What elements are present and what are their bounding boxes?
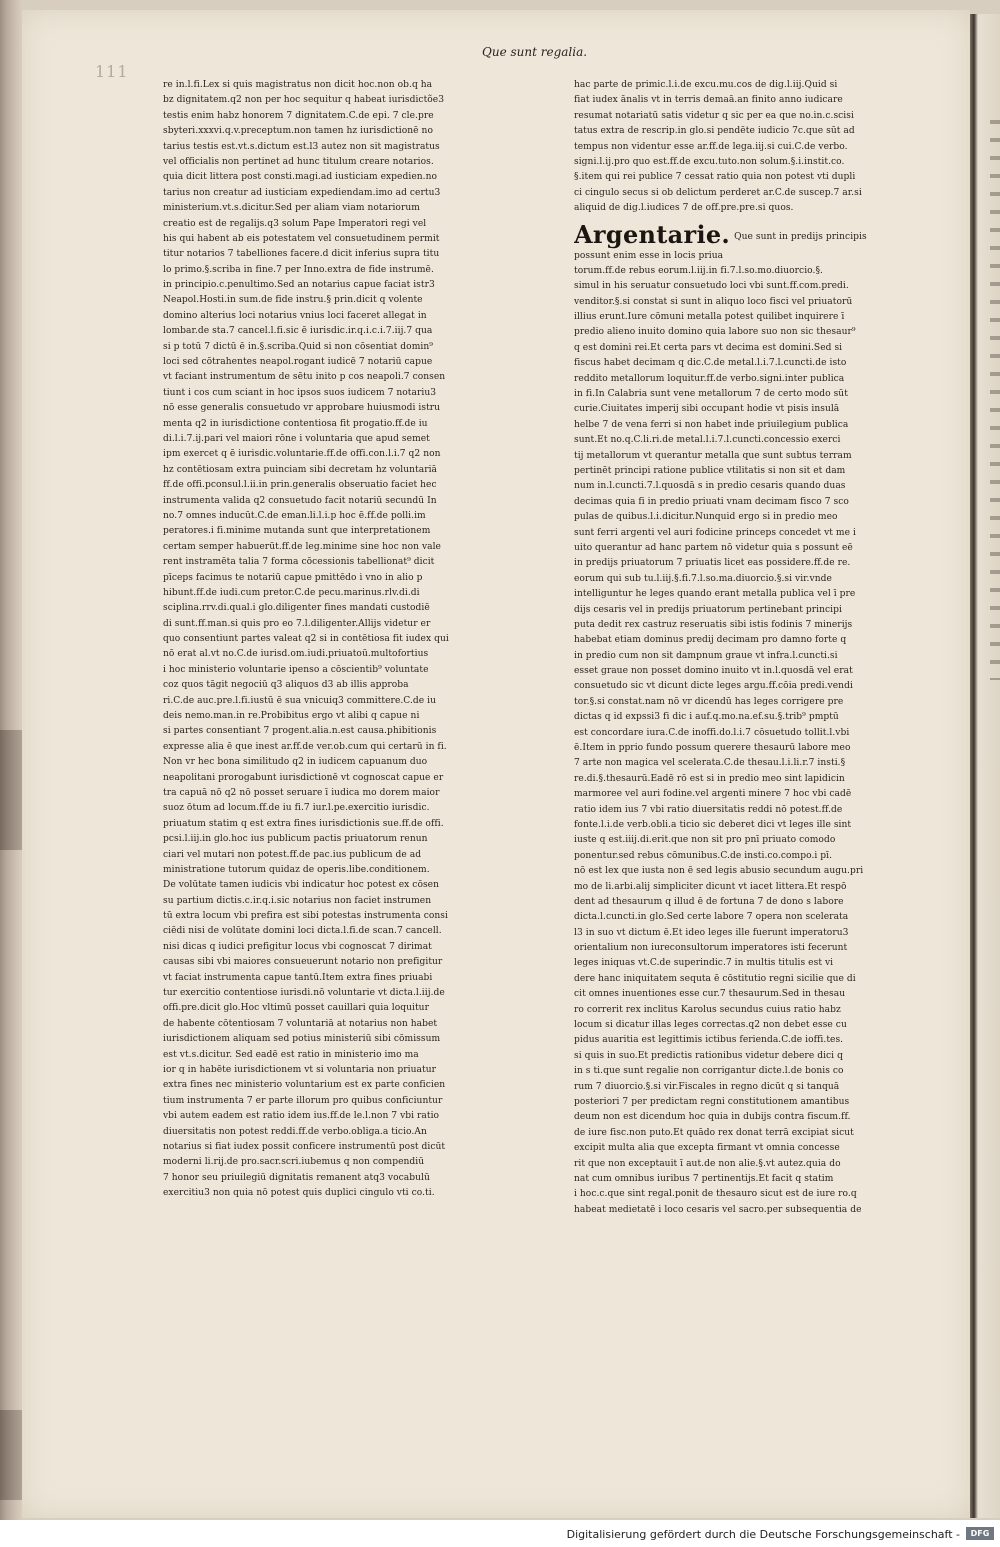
text-line: decimas quia fi in predio priuati vnam decimam fisco 7 sco [574, 496, 849, 507]
text-line: su partium dictis.c.ir.q.i.sic notarius non faciet instrumen [163, 895, 432, 906]
text-line: esset graue non posset domino inuito vt in.l.quosdā vel erat [574, 666, 853, 677]
text-line: ro correrit rex inclitus Karolus secundus cuius ratio habz [574, 1004, 841, 1015]
text-line: instrumenta valida q2 consuetudo facit notariū secundū In [163, 495, 437, 506]
text-line: illius erunt.Iure cōmuni metalla potest quilibet inquirere ī [574, 312, 845, 323]
text-line: sciplina.rrv.di.qual.i glo.diligenter fines mandati custodiē [163, 603, 430, 614]
text-line: in predio cum non sit dampnum graue vt infra.l.cuncti.si [574, 650, 838, 661]
text-line: De volūtate tamen iudicis vbi indicatur hoc potest ex cōsen [163, 880, 440, 891]
section-heading-continuation: Que sunt in predijs principis [734, 232, 867, 243]
text-line: creatio est de regalijs.q3 solum Pape Imperatori regi vel [163, 218, 427, 229]
text-line: rit que non exceptauit ī aut.de non alie.§.vt autez.quia do [574, 1158, 841, 1169]
text-line: deum non est dicendum hoc quia in dubijs contra fiscum.ff. [574, 1112, 851, 1123]
text-line: quia dicit littera post consti.magi.ad iusticiam expedien.no [163, 172, 438, 183]
text-line: lombar.de sta.7 cancel.l.fi.sic ē iurisdic.ir.q.i.c.i.7.iij.7 qua [163, 326, 433, 337]
text-line: ipm exercet q ē iurisdic.voluntarie.ff.de offi.con.l.i.7 q2 non [163, 449, 441, 460]
text-line: habebat etiam dominus predij decimam pro damno forte q [574, 635, 847, 646]
text-line: causas sibi vbi maiores consueuerunt notario non prefigitur [163, 957, 443, 968]
text-line: q est domini rei.Et certa pars vt decima est domini.Sed si [574, 342, 843, 353]
text-line: nat cum omnibus iuribus 7 pertinentijs.Et facit q statim [574, 1173, 834, 1184]
text-line: in predijs priuatorum 7 priuatis licet eas possidere.ff.de re. [574, 558, 851, 569]
text-line: ri.C.de auc.pre.l.fi.iustū ē sua vnicuiq3 committere.C.de iu [163, 695, 437, 706]
text-line: sunt ferri argenti vel auri fodicine princeps concedet vt me i [574, 527, 856, 538]
text-line: in principio.c.penultimo.Sed an notarius capue faciat istr3 [163, 280, 435, 291]
text-line: menta q2 in iurisdictione contentiosa fit progatio.ff.de iu [163, 418, 428, 429]
text-line: in s ti.que sunt regalie non corrigantur dicte.l.de bonis co [574, 1066, 844, 1077]
text-line: iurisdictionem aliquam sed potius ministeriū sibi cōmissum [163, 1034, 441, 1045]
text-line: hibunt.ff.de iudi.cum pretor.C.de pecu.marinus.rlv.di.di [163, 587, 420, 598]
text-line: iuste q est.iiij.di.erit.que non sit pro pnī priuato comodo [574, 835, 836, 846]
text-line: est vt.s.dicitur. Sed eadē est ratio in ministerio imo ma [163, 1049, 419, 1060]
text-line: titur notarios 7 tabelliones facere.d dicit inferius supra titu [163, 249, 440, 260]
text-line: pīceps facimus te notariū capue pmittēdo i vno in alio p [163, 572, 423, 583]
text-line: di.l.i.7.ij.pari vel maiori rōne i voluntaria que apud semet [163, 433, 430, 444]
text-line: ci cingulo secus si ob delictum perderet ar.C.de suscep.7 ar.si [574, 187, 862, 198]
dfg-logo: DFG [966, 1527, 994, 1540]
text-line: num in.l.cuncti.7.l.quosdā s in predio cesaris quando duas [574, 481, 846, 492]
text-line: moderni li.rij.de pro.sacr.scri.iubemus q non compendiū [163, 1157, 425, 1168]
right-column-top-block [574, 78, 909, 217]
text-line: ff.de offi.pconsul.l.ii.in prin.generalis obseruatio faciet hec [163, 480, 437, 491]
right-text-column [574, 78, 909, 1218]
digitization-footer [0, 1520, 1000, 1547]
text-line: his qui habent ab eis potestatem vel consuetudinem permit [163, 233, 440, 244]
text-line: di sunt.ff.man.si quis pro eo 7.l.diligenter.Allijs videtur er [163, 618, 431, 629]
text-line: nō est lex que iusta non ē sed legis abusio secundum augu.pri [574, 866, 864, 877]
text-line: sunt.Et no.q.C.li.ri.de metal.l.i.7.l.cuncti.concessio exerci [574, 435, 841, 446]
text-line: habeat medietatē i loco cesaris vel sacro.per subsequentia de [574, 1204, 862, 1215]
text-line: loci sed cōtrahentes neapol.rogant iudicē 7 notariū capue [163, 357, 433, 368]
text-line: pidus auaritia est legittimis ictibus ferienda.C.de ioffi.tes. [574, 1035, 844, 1046]
folio-pencil-mark: 111 [95, 62, 129, 81]
text-line: reddito metallorum loquitur.ff.de verbo.signi.inter publica [574, 373, 845, 384]
right-column-body-block [574, 249, 909, 1219]
text-line: tra capuā nō q2 nō posset seruare ī iudica mo dorem maior [163, 787, 440, 798]
text-line: i hoc ministerio voluntarie ipenso a cōscientib⁹ voluntate [163, 664, 429, 675]
text-line: uito querantur ad hanc partem nō videtur quia s possunt eē [574, 542, 853, 553]
text-line: l3 in suo vt dictum ē.Et ideo leges ille fuerunt imperatoru3 [574, 927, 849, 938]
text-line: tatus extra de rescrip.in glo.si pendēte iudicio 7c.que sūt ad [574, 126, 855, 137]
text-line: extra fines nec ministerio voluntarium est ex parte conficien [163, 1080, 446, 1091]
text-line: signi.l.ij.pro quo est.ff.de excu.tuto.non solum.§.i.instit.co. [574, 156, 845, 167]
text-line: vbi autem eadem est ratio idem ius.ff.de le.l.non 7 vbi ratio [163, 1111, 440, 1122]
text-line: si p totū 7 dictū ē in.§.scriba.Quid si non cōsentiat domin⁹ [163, 341, 433, 352]
text-line: intelliguntur he leges quando erant metalla publica vel ī pre [574, 589, 856, 600]
text-line: i hoc.c.que sint regal.ponit de thesauro sicut est de iure ro.q [574, 1189, 857, 1200]
text-line: 7 arte non magica vel scelerata.C.de thesau.l.i.li.r.7 insti.§ [574, 758, 846, 769]
text-line: fiat iudex ānalis vt in terris demaā.an finito anno iudicare [574, 95, 843, 106]
text-line: hz contētiosam extra puinciam sibi decretam hz voluntariā [163, 464, 438, 475]
text-line: coz quos tāgit negociū q3 aliquos d3 ab illis approba [163, 680, 409, 691]
text-line: venditor.§.si constat si sunt in aliquo loco fisci vel priuatorū [574, 296, 853, 307]
text-line: fiscus habet decimam q dic.C.de metal.l.i.7.l.cuncti.de isto [574, 358, 847, 369]
text-line: vt faciat instrumenta capue tantū.Item extra fines priuabi [163, 972, 433, 983]
text-line: exercitiu3 non quia nō potest quis duplici cingulo vti co.ti. [163, 1188, 435, 1199]
text-line: pulas de quibus.l.i.dicitur.Nunquid ergo si in predio meo [574, 512, 838, 523]
text-line: testis enim habz honorem 7 dignitatem.C.de epi. 7 cle.pre [163, 110, 434, 121]
text-line: dere hanc iniquitatem sequta ē cōstitutio regni sicilie que di [574, 973, 856, 984]
text-line: suoz ōtum ad locum.ff.de iu fi.7 iur.l.pe.exercitio iurisdic. [163, 803, 430, 814]
running-head: Que sunt regalia. [482, 45, 588, 59]
text-line: sbyteri.xxxvi.q.v.preceptum.non tamen hz iurisdictionē no [163, 126, 433, 137]
text-line: diuersitatis non potest reddi.ff.de verbo.obliga.a ticio.An [163, 1126, 427, 1137]
text-line: tium instrumenta 7 er parte illorum pro quibus conficiuntur [163, 1095, 443, 1106]
text-line: pertinēt principi ratione publice vtilitatis si non sit et dam [574, 465, 846, 476]
text-line: ciari vel mutari non potest.ff.de pac.ius publicum de ad [163, 849, 422, 860]
text-line: neapolitani prorogabunt iurisdictionē vt cognoscat capue er [163, 772, 444, 783]
text-line: predio alieno inuito domino quia labore suo non sic thesaur⁹ [574, 327, 856, 338]
text-line: puta dedit rex castruz reseruatis sibi istis fodinis 7 minerijs [574, 619, 853, 630]
text-line: vt faciant instrumentum de sētu inito p cos neapoli.7 consen [163, 372, 446, 383]
text-line: priuatum statim q est extra fines iurisdictionis sue.ff.de offi. [163, 818, 444, 829]
text-line: tij metallorum vt querantur metalla que sunt subtus terram [574, 450, 852, 461]
facing-page-text-fragment [990, 120, 1000, 680]
text-line: orientalium non iureconsultorum imperatores isti fecerunt [574, 943, 848, 954]
text-line: ratio idem ius 7 vbi ratio diuersitatis reddi nō potest.ff.de [574, 804, 843, 815]
text-line: tur exercitio contentiose iurisdi.nō voluntarie vt dicta.l.iij.de [163, 988, 445, 999]
text-line: cit omnes inuentiones esse cur.7 thesaurum.Sed in thesau [574, 989, 846, 1000]
text-line: bz dignitatem.q2 non per hoc sequitur q habeat iurisdictõe3 [163, 95, 445, 106]
text-line: lo primo.§.scriba in fine.7 per Inno.extra de fide instrumē. [163, 264, 434, 275]
text-line: consuetudo sic vt dicunt dicte leges argu.ff.cōia predi.vendi [574, 681, 853, 692]
text-line: rum 7 diuorcio.§.si vir.Fiscales in regno dicūt q si tanquā [574, 1081, 840, 1092]
text-line: no.7 omnes inducūt.C.de eman.li.l.i.p hoc ē.ff.de polli.im [163, 510, 426, 521]
text-line: ior q in habēte iurisdictionem vt si voluntaria non priuatur [163, 1065, 437, 1075]
text-line: re in.l.fi.Lex si quis magistratus non dicit hoc.non ob.q ha [163, 80, 433, 90]
text-line: offi.pre.dicit glo.Hoc vltimū posset cauillari quia loquitur [163, 1003, 429, 1014]
text-line: Neapol.Hosti.in sum.de fide instru.§ prin.dicit q volente [163, 295, 423, 306]
text-line: curie.Ciuitates imperij sibi occupant hodie vt pisis insulā [574, 404, 840, 415]
text-line: quo consentiunt partes valeat q2 si in contētiosa fit iudex qui [163, 634, 449, 645]
section-heading-line [574, 217, 909, 249]
text-line: de habente cōtentiosam 7 voluntariā at notarius non habet [163, 1018, 438, 1029]
text-line: tarius testis est.vt.s.dictum est.l3 autez non sit magistratus [163, 141, 440, 152]
text-line: ministerium.vt.s.dicitur.Sed per aliam viam notariorum [163, 203, 420, 214]
text-line: posteriori 7 per predictam regni constitutionem amantibus [574, 1097, 850, 1107]
text-line: possunt enim esse in locis priua [574, 250, 724, 261]
text-line: ē.Item in pprio fundo possum querere thesaurū labore meo [574, 743, 851, 754]
text-line: certam semper habuerūt.ff.de leg.minime sine hoc non vale [163, 541, 441, 552]
text-line: mo de li.arbi.alij simpliciter dicunt vt iacet littera.Et respō [574, 881, 847, 892]
left-text-column [163, 78, 490, 1202]
text-line: ciēdi nisi de volūtate domini loci dicta.l.fi.de scan.7 cancell. [163, 926, 442, 937]
text-line: domino alterius loci notarius vnius loci faceret allegat in [163, 310, 427, 321]
text-line: tiunt i cos cum sciant in hoc ipsos suos iudicem 7 notariu3 [163, 387, 437, 398]
text-line: resumat notariatū satis videtur q sic per ea que no.in.c.scisi [574, 110, 854, 121]
text-line: fonte.l.i.de verb.obli.a ticio sic deberet dici vt leges ille sint [574, 819, 852, 830]
text-line: helbe 7 de vena ferri si non habet inde priuilegium publica [574, 419, 849, 430]
text-line: excipit multa alia que excepta firmant vt omnia concesse [574, 1143, 840, 1154]
text-line: locum si dicatur illas leges correctas.q2 non debet esse cu [574, 1020, 847, 1031]
text-line: marmoree vel auri fodine.vel argenti minere 7 hoc vbi cadē [574, 789, 852, 800]
text-line: tū extra locum vbi prefira est sibi potestas instrumenta consi [163, 911, 448, 922]
text-line: notarius si fiat iudex possit conficere instrumentū post dicūt [163, 1141, 446, 1152]
text-line: torum.ff.de rebus eorum.l.iij.in fi.7.l.so.mo.diuorcio.§. [574, 265, 824, 276]
text-line: hac parte de primic.l.i.de excu.mu.cos de dig.l.iij.Quid si [574, 80, 838, 90]
text-line: 7 honor seu priuilegiū dignitatis remanent atq3 vocabulū [163, 1172, 430, 1183]
text-line: eorum qui sub tu.l.iij.§.fi.7.l.so.ma.diuorcio.§.si vir.vnde [574, 573, 832, 584]
text-line: aliquid de dig.l.iudices 7 de off.pre.pre.si quos. [574, 203, 794, 214]
text-line: vel officialis non pertinet ad hunc titulum creare notarios. [163, 156, 434, 167]
text-line: deis nemo.man.in re.Probibitus ergo vt alibi q capue ni [163, 711, 420, 722]
text-line: ponentur.sed rebus cōmunibus.C.de insti.co.compo.i pī. [574, 850, 833, 861]
text-line: si quis in suo.Et predictis rationibus videtur debere dici q [574, 1050, 843, 1061]
text-line: dent ad thesaurum q illud ē de fortuna 7 de dono s labore [574, 896, 844, 907]
text-line: in fi.In Calabria sunt vene metallorum 7 de certo modo sūt [574, 389, 848, 400]
text-line: leges iniquas vt.C.de superindic.7 in multis titulis est vi [574, 958, 834, 969]
text-line: expresse alia ē que inest ar.ff.de ver.ob.cum qui certarū in fi. [163, 741, 447, 752]
text-line: tor.§.si constat.nam nō vr dicendū has leges corrigere pre [574, 696, 844, 707]
text-line: dictas q id expssi3 fi dic i auf.q.mo.na.ef.su.§.trib⁹ pmptū [574, 712, 839, 723]
text-line: tarius non creatur ad iusticiam expediendam.imo ad certu3 [163, 187, 441, 198]
text-line: re.di.§.thesaurū.Eadē rō est si in predio meo sint lapidicin [574, 773, 845, 784]
footer-credit: Digitalisierung gefördert durch die Deutsche Forschungsgemeinschaft - [566, 1528, 960, 1541]
text-line: tempus non videntur esse ar.ff.de lega.iij.si cui.C.de verbo. [574, 141, 848, 152]
text-line: Non vr hec bona similitudo q2 in iudicem capuanum duo [163, 757, 428, 768]
text-line: est concordare iura.C.de inoffi.do.l.i.7 cōsuetudo tollit.l.vbi [574, 727, 850, 738]
text-line: §.item qui rei publice 7 cessat ratio quia non potest vti dupli [574, 172, 856, 183]
text-line: dicta.l.cuncti.in glo.Sed certe labore 7 opera non scelerata [574, 912, 849, 923]
text-line: pcsi.l.iij.in glo.hoc ius publicum pactis priuatorum renun [163, 834, 428, 845]
text-line: de iure fisc.non puto.Et quādo rex donat terrā excipiat sicut [574, 1127, 854, 1138]
text-line: nō esse generalis consuetudo vr approbare huiusmodi istru [163, 403, 441, 414]
text-line: peratores.i fi.minime mutanda sunt que interpretationem [163, 526, 431, 537]
text-line: si partes consentiant 7 progent.alia.n.est causa.phibitionis [163, 726, 437, 737]
text-line: ministratione tutorum quidaz de operis.libe.conditionem. [163, 864, 430, 875]
text-line: nō erat al.vt no.C.de iurisd.om.iudi.priuatoū.multofortius [163, 649, 429, 660]
text-line: rent instramēta talia 7 forma cōcessionis tabellionat⁹ dicit [163, 557, 435, 568]
text-line: nisi dicas q iudici prefigitur locus vbi cognoscat 7 dirimat [163, 941, 432, 952]
text-line: simul in his seruatur consuetudo loci vbi sunt.ff.com.predi. [574, 281, 849, 292]
section-heading: Argentarie. [574, 219, 731, 249]
text-line: dijs cesaris vel in predijs priuatorum pertinebant principi [574, 604, 842, 615]
